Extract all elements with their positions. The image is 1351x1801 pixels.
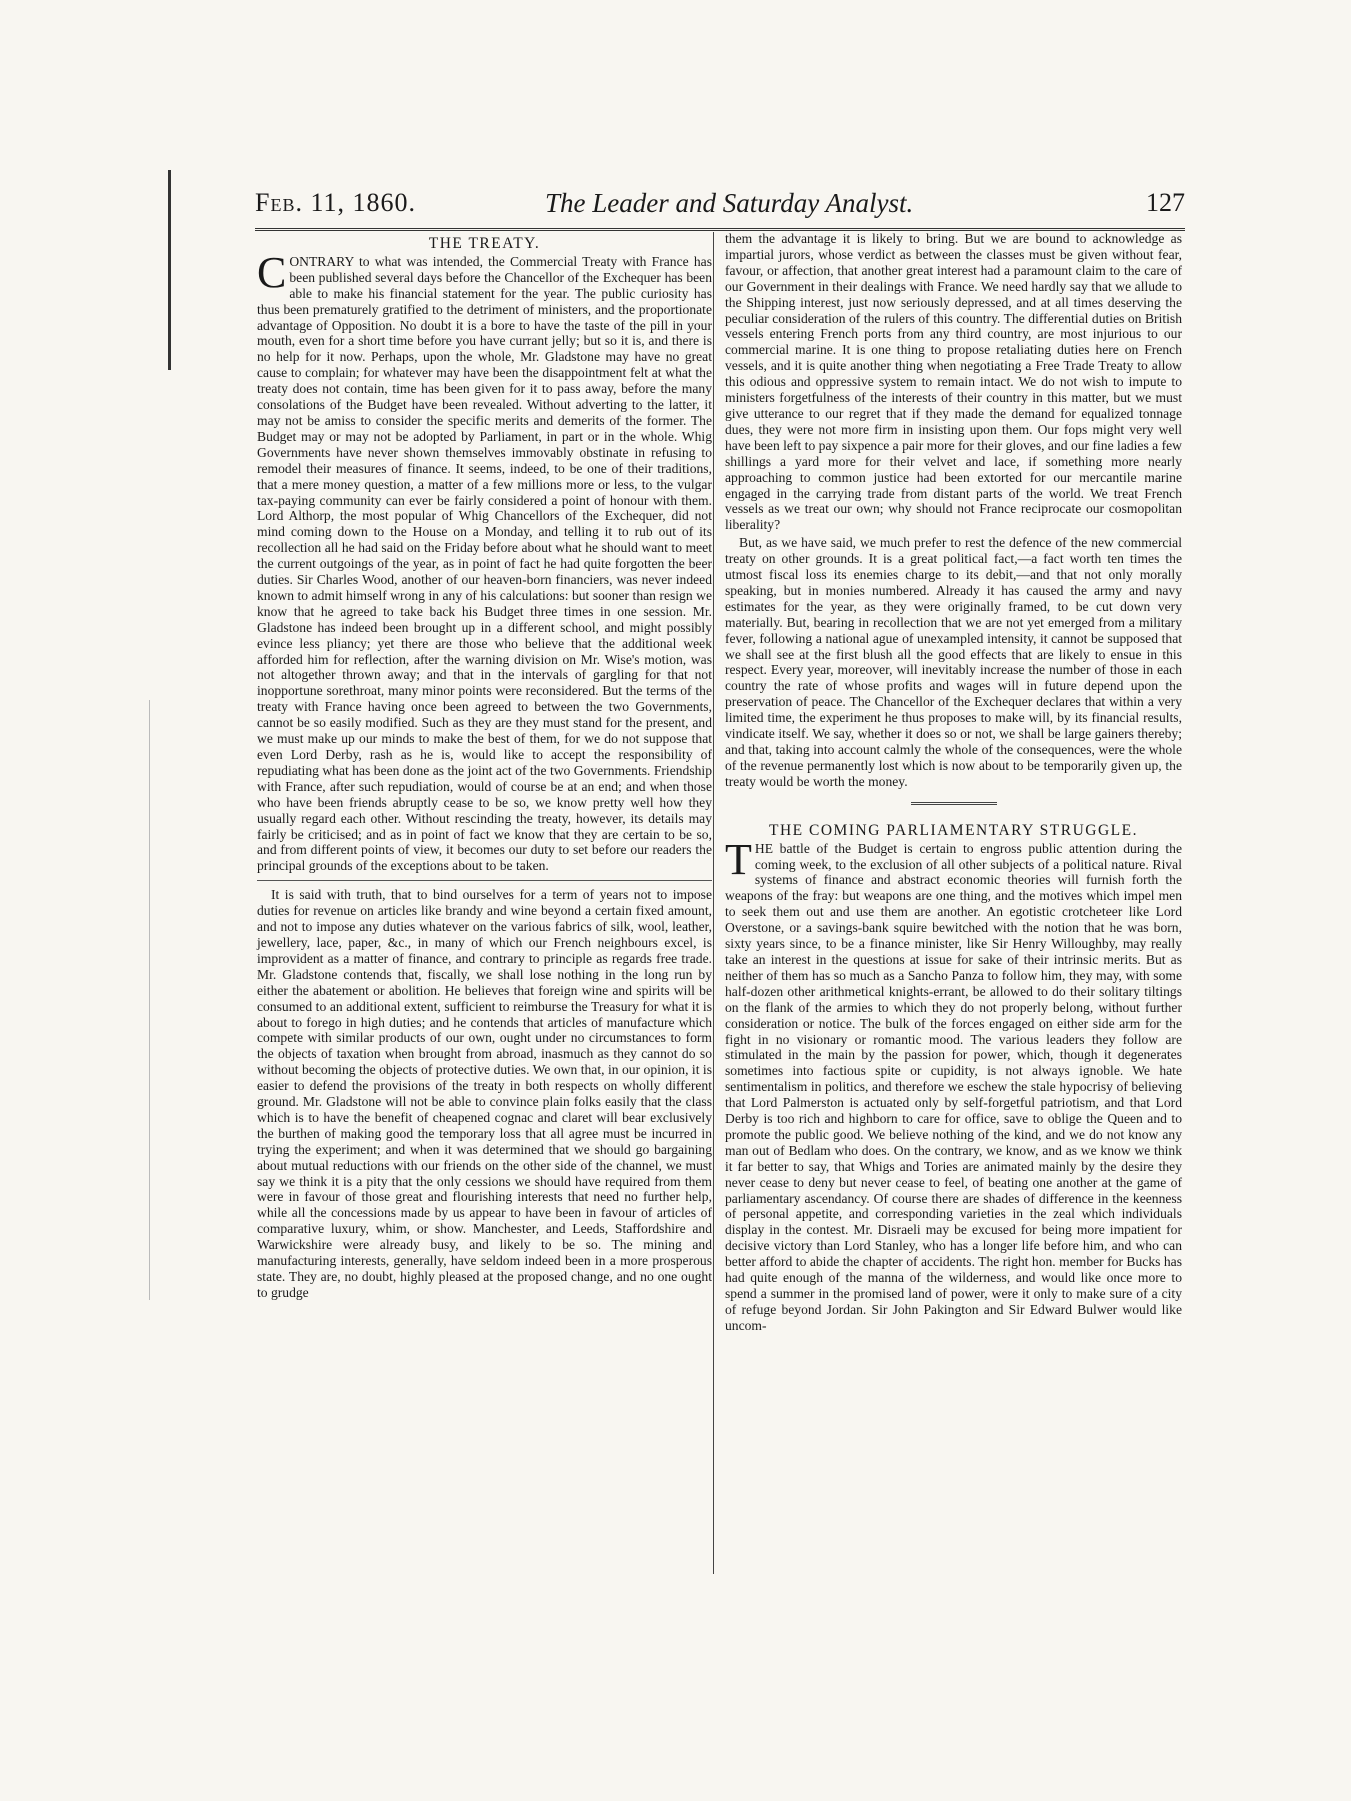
- running-header: [255, 188, 1185, 222]
- header-date-rest: 11, 1860.: [302, 188, 417, 217]
- margin-rule: [168, 170, 171, 370]
- treaty-paragraph-3: them the advantage it is likely to bring. But we are bound to acknowledge as impartial jurors, whose verdict as between the classes must be given without fear, favour, or affection, that another great interest had a paramount claim to the care of our Government in their dealings with France. We need hardly say that we allude to the Shipping interest, just now seriously depressed, and at all times deserving the peculiar consideration of the rulers of this country. The differential duties on British vessels entering French ports from any third country, are most injurious to our commercial marine. It is one thing to propose retaliating duties here on French vessels, and it is quite another thing when negotiating a Free Trade Treaty to allow this odious and oppressive system to remain intact. We do not wish to impute to ministers forgetfulness of the interests of their country in this matter, but we must give utterance to our regret that if they made the demand for equalized tonnage dues, they were not more firm in insisting upon them. Our fops might very well have been left to pay sixpence a pair more for their gloves, and our fine ladies a few shillings a yard more for their velvet and lace, if something more nearly approaching to common justice had been extorted for our mercantile marine engaged in the carrying trade from distant parts of the world. We treat French vessels as we treat our own; why should not France reciprocate our cosmopolitan liberality?: [725, 231, 1182, 533]
- drop-cap: C: [257, 247, 287, 297]
- article-separator: [911, 802, 997, 805]
- column-divider: [713, 232, 714, 1574]
- article-title-struggle: THE COMING PARLIAMENTARY STRUGGLE.: [769, 821, 1138, 839]
- treaty-paragraph-4: But, as we have said, we much prefer to rest the defence of the new commercial treaty on other grounds. It is a great political fact,—a fact worth ten times the utmost fiscal loss its enemies charge to its debit,—and that not only morally speaking, but in monies numbered. Already it has caused the army and navy estimates for the year, as they were originally framed, to be cut down very materially. But, bearing in recollection that we are not yet emerged from a military fever, following a national ague of unexampled intensity, it cannot be supposed that we shall see at the first blush all the good effects that are likely to ensue in this respect. Every year, moreover, will inevitably increase the number of those in each country the rate of whose profits and wages will in future depend upon the preservation of peace. The Chancellor of the Exchequer declares that within a very limited time, the experiment he thus proposes to make will, by its financial results, vindicate itself. We say, whether it does so or not, we shall be large gainers thereby; and that, taking into account calmly the whole of the consequences, were the whole of the revenue permanently lost which is now about to be temporarily given up, the treaty would be worth the money.: [725, 535, 1182, 789]
- treaty-paragraph-2: It is said with truth, that to bind ourselves for a term of years not to impose duties for revenue on articles like brandy and wine beyond a certain fixed amount, and not to impose any duties whatever on the various fabrics of silk, wool, leather, jewellery, lace, paper, &c., in many of which our French neighbours excel, is improvident as a matter of finance, and contrary to principle as regards free trade. Mr. Gladstone contends that, fiscally, we shall lose nothing in the long run by either the abatement or abolition. He believes that foreign wine and spirits will be consumed to an additional extent, sufficient to reimburse the Treasury for what it is about to forego in high duties; and he contends that articles of manufacture which compete with similar products of our own, ought under no circumstances to form the objects of taxation when brought from abroad, inasmuch as they cannot do so without becoming the objects of protective duties. We own that, in our opinion, it is easier to defend the provisions of the treaty in both respects on wholly different ground. Mr. Gladstone will not be able to convince plain folks easily that the class which is to have the benefit of cheapened cognac and claret will bear exclusively the burthen of making good the temporary loss that all agree must be incurred in trying the experiment; and when it was determined that we should go bargaining about mutual reductions with our friends on the other side of the channel, we must say we think it is a pity that the only cessions we should have required from them were in favour of those great and flourishing interests that need no further help, while all the concessions made by us appear to have been in favour of articles of comparative luxury, whim, or show. Manchester, and Leeds, Staffordshire and Warwickshire were already busy, and likely to be so. The mining and manufacturing interests, generally, have seldom indeed been in a more prosperous state. They are, no doubt, highly pleased at the proposed change, and no one ought to grudge: [257, 887, 712, 1300]
- drop-cap-t: T: [725, 834, 752, 884]
- treaty-paragraph-1-text: ONTRARY to what was intended, the Commercial Treaty with France has been published several days before the Chancellor of the Exchequer has been able to make his financial statement for the year. The public curiosity has thus been prematurely gratified to the detriment of ministers, and the proportionate advantage of Opposition. No doubt it is a bore to have the taste of the pill in your mouth, even for a short time before you have currant jelly; but so it is, and there is no help for it now. Perhaps, upon the whole, Mr. Gladstone may have no great cause to complain; for whatever may have been the disappointment felt at what the treaty does not contain, time has been given for it to pass away, before the many consolations of the Budget have been revealed. Without adverting to the latter, it may not be amiss to consider the specific merits and demerits of the former. The Budget may or may not be adopted by Parliament, in part or in the whole. Whig Governments have never shown themselves immovably obstinate in refusing to remodel their measures of finance. It seems, indeed, to be one of their traditions, that a mere money question, a matter of a few millions more or less, to the vulgar tax-paying community can ever be fairly considered a point of honour with them. Lord Althorp, the most popular of Whig Chancellors of the Exchequer, did not mind coming down to the House on a Monday, and telling it to rub out of its recollection all he had said on the Friday before about what he should want to meet the current outgoings of the year, as in point of fact he had quite forgotten the beer duties. Sir Charles Wood, another of our heaven-born financiers, was never indeed known to admit himself wrong in any of his calculations: but sooner than resign we know that he agreed to take back his Budget three times in one session. Mr. Gladstone has indeed been brought up in a different school, and might possibly evince less pliancy; yet there are those who believe that the additional week afforded him for reflection, after the warning division on Mr. Wise's motion, was not altogether thrown away; and that in the intervals of gargling for that not inopportune sorethroat, many minor points were reconsidered. But the terms of the treaty with France having once been agreed to between the two Governments, cannot be so easily modified. Such as they are they must stand for the present, and we must make up our minds to make the best of them, for we do not suppose that even Lord Derby, rash as he is, would like to accept the responsibility of repudiating what has been done as the joint act of the two Governments. Friendship with France, after such repudiation, would of course be at an end; and when those who have been friends abruptly cease to be so, we know pretty well how they usually regard each other. Without rescinding the treaty, however, its details may fairly be criticised; and as in point of fact we know that they are certain to be so, and from different points of view, it becomes our duty to set before our readers the principal grounds of the exceptions about to be taken.: [257, 253, 712, 874]
- paragraph-separator: [257, 880, 712, 881]
- right-column: [725, 231, 1182, 1336]
- page-number: 127: [1146, 188, 1185, 217]
- treaty-paragraph-1: [257, 247, 712, 874]
- header-date: [255, 188, 416, 218]
- struggle-paragraph-1-text: HE battle of the Budget is certain to engross public attention during the coming week, to the exclusion of all other subjects of a political nature. Rival systems of finance and abstract economic theories will furnish forth the weapons of the fray: but weapons are one thing, and the motives which impel men to seek them out and use them are another. An egotistic crotcheteer like Lord Overstone, or a savings-bank squire bewitched with the notion that he was born, sixty years since, to be a finance minister, like Sir Henry Willoughby, may really take an interest in the questions at issue for sake of their intrinsic merits. But as neither of them has so much as a Sancho Panza to follow him, they may, with some half-dozen other arithmetical knights-errant, be allowed to do their solitary tiltings on the flank of the armies to which they do not properly belong, without further consideration or notice. The bulk of the forces engaged on either side arm for the fight in no visionary or romantic mood. The various leaders they follow are stimulated in the main by the passion for power, which, though it degenerates sometimes into factious spite or cupidity, is not always ignoble. We hate sentimentalism in politics, and therefore we eschew the stale hypocrisy of believing that Lord Palmerston is actuated only by self-forgetful patriotism, and that Lord Derby is too rich and highborn to care for office, save to oblige the Queen and to promote the public good. We believe nothing of the kind, and we do not know any man out of Bedlam who does. On the contrary, we know, and as we know we think it far better to say, that Whigs and Tories are animated mainly by the desire they never cease to deny but never cease to feel, of beating one another at the game of parliamentary ascendancy. Of course there are shades of difference in the keenness of personal appetite, and corresponding varieties in the zeal which individuals display in the contest. Mr. Disraeli may be excused for being more impatient for decisive victory than Lord Stanley, who has a longer life before him, and who can better afford to abide the chapter of accidents. The right hon. member for Bucks has had quite enough of the manna of the wilderness, and would like once more to spend a summer in the promised land of power, were it only to make sure of a city of refuge beyond Jordan. Sir John Pakington and Sir Edward Bulwer would like uncom-: [725, 840, 1182, 1333]
- header-date-month: Feb.: [255, 188, 303, 217]
- margin-rule-faint: [149, 700, 150, 1300]
- article-title-treaty: THE TREATY.: [428, 235, 541, 252]
- left-column: [257, 236, 712, 1303]
- header-title: The Leader and Saturday Analyst.: [545, 188, 914, 218]
- struggle-paragraph-1: [725, 834, 1182, 1334]
